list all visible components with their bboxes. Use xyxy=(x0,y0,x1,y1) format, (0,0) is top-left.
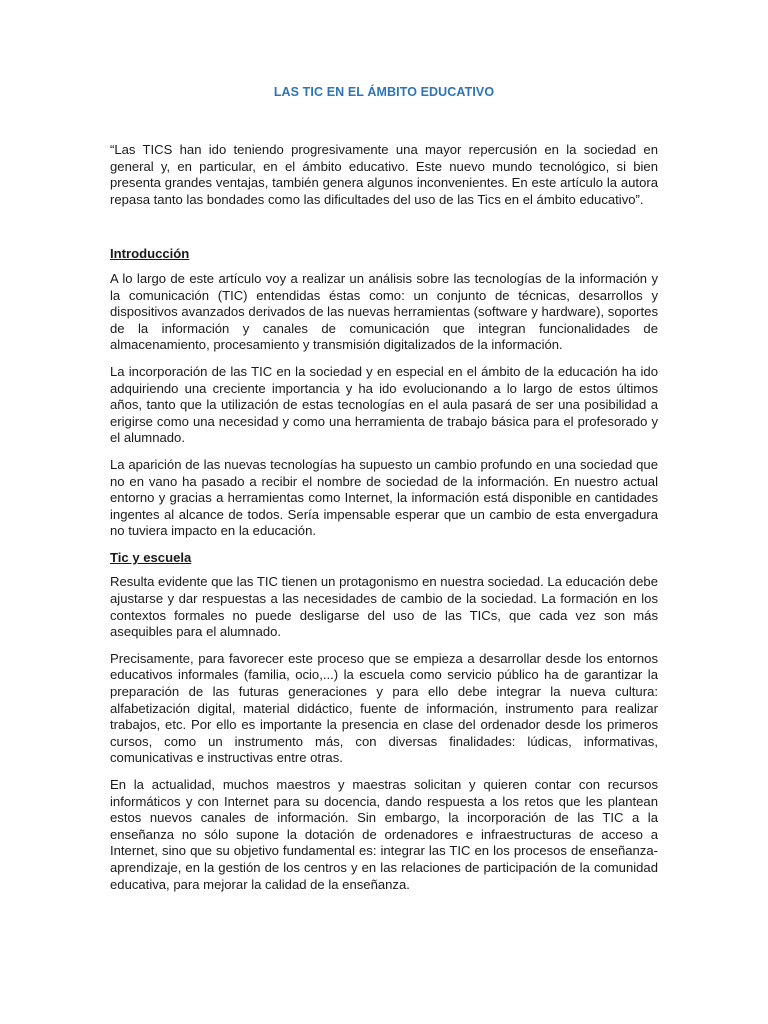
paragraph: La aparición de las nuevas tecnologías ha supuesto un cambio profundo en una sociedad que no en vano ha pasado a recibir el nombre de sociedad de la información. En nuestro actual entorno y gracias a herramientas como Internet, la información está disponible en cantidades ingentes al alcance de todos. Sería impensable esperar que un cambio de esta envergadura no tuviera impacto en la educación. xyxy=(110,456,658,539)
paragraph: A lo largo de este artículo voy a realizar un análisis sobre las tecnologías de la información y la comunicación (TIC) entendidas éstas como: un conjunto de técnicas, desarrollos y dispositivos avanzados derivados de las nuevas herramientas (software y hardware), soportes de la información y canales de comunicación que integran funcionalidades de almacenamiento, procesamiento y transmisión digitalizados de la información. xyxy=(110,270,658,353)
document-page xyxy=(110,84,658,903)
paragraph: Resulta evidente que las TIC tienen un protagonismo en nuestra sociedad. La educación debe ajustarse y dar respuestas a las necesidades de cambio de la sociedad. La formación en los contextos formales no puede desligarse del uso de las TICs, que cada vez son más asequibles para el alumnado. xyxy=(110,574,658,640)
paragraph: La incorporación de las TIC en la sociedad y en especial en el ámbito de la educación ha ido adquiriendo una creciente importancia y ha ido evolucionando a lo largo de estos últimos años, tanto que la utilización de estas tecnologías en el aula pasará de ser una posibilidad a erigirse como una necesidad y como una herramienta de trabajo básica para el profesorado y el alumnado. xyxy=(110,363,658,446)
paragraph: En la actualidad, muchos maestros y maestras solicitan y quieren contar con recursos informáticos y con Internet para su docencia, dando respuesta a los retos que les plantean estos nuevos canales de información. Sin embargo, la incorporación de las TIC a la enseñanza no sólo supone la dotación de ordenadores e infraestructuras de acceso a Internet, sino que su objetivo fundamental es: integrar las TIC en los procesos de enseñanza-aprendizaje, en la gestión de los centros y en las relaciones de participación de la comunidad educativa, para mejorar la calidad de la enseñanza. xyxy=(110,777,658,892)
document-title: LAS TIC EN EL ÁMBITO EDUCATIVO xyxy=(273,85,495,99)
section-heading-introduccion: Introducción xyxy=(110,246,190,262)
paragraph: Precisamente, para favorecer este proceso que se empieza a desarrollar desde los entornos educativos informales (familia, ocio,...) la escuela como servicio público ha de garantizar la preparación de las futuras generaciones y para ello debe integrar la nueva cultura: alfabetización digital, material didáctico, fuente de información, instrumento para realizar trabajos, etc. Por ello es importante la presencia en clase del ordenador desde los primeros cursos, como un instrumento más, con diversas finalidades: lúdicas, informativas, comunicativas e instructivas entre otras. xyxy=(110,650,658,766)
section-heading-tic-y-escuela: Tic y escuela xyxy=(110,549,192,565)
abstract-paragraph: “Las TICS han ido teniendo progresivamente una mayor repercusión en la sociedad en general y, en particular, en el ámbito educativo. Este nuevo mundo tecnológico, si bien presenta grandes ventajas, también genera algunos inconvenientes. En este artículo la autora repasa tanto las bondades como las dificultades del uso de las Tics en el ámbito educativo”. xyxy=(110,142,658,207)
